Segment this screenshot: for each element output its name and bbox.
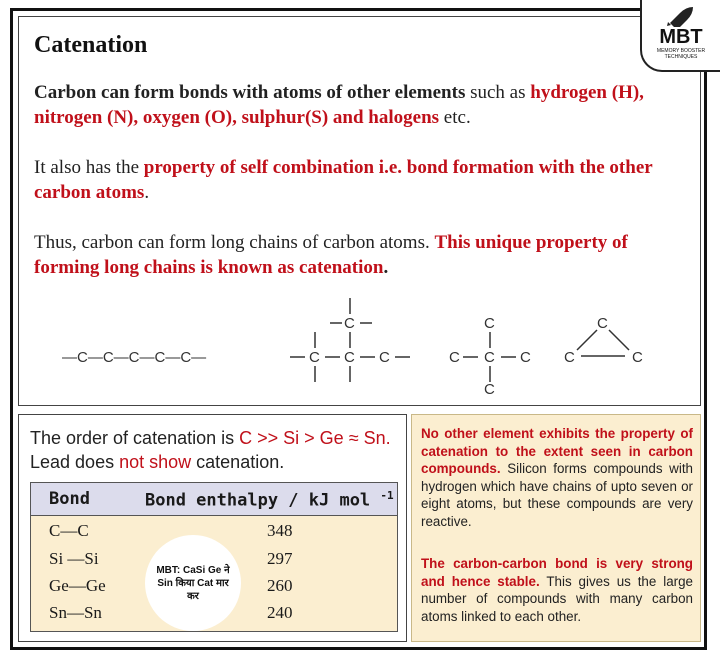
definition-highlight: This unique property of forming long chains is known as catenation <box>34 232 628 278</box>
not-show-text: not show <box>119 452 192 472</box>
quaternary-atom: C <box>520 349 531 366</box>
self-combination-end: . <box>144 182 150 203</box>
intro-text: such as <box>470 82 526 103</box>
header-unit-exponent: -1 <box>380 489 394 502</box>
ring-atom: C <box>564 349 575 366</box>
catenation-definition-paragraph <box>34 230 686 280</box>
ring-atom: C <box>597 315 608 332</box>
bond-enthalpy-value: 348 <box>267 521 293 540</box>
intro-paragraph <box>34 80 686 130</box>
header-bond: Bond <box>49 489 90 509</box>
bond-enthalpy-value: 260 <box>267 576 293 595</box>
branched-atom: C <box>344 315 355 332</box>
self-combination-text: It also has the <box>34 157 140 178</box>
quaternary-atom: C <box>484 381 495 398</box>
ring-atom: C <box>632 349 643 366</box>
lead-text: Lead does <box>30 452 115 472</box>
logo-tagline: MEMORY BOOSTER TECHNIQUES <box>656 48 706 60</box>
intro-end: etc. <box>443 107 471 128</box>
bond-name: Ge—Ge <box>49 576 106 595</box>
quaternary-atom: C <box>449 349 460 366</box>
bond-name: Sn—Sn <box>49 603 102 622</box>
quaternary-atom: C <box>484 349 495 366</box>
order-series: C >> Si > Ge ≈ Sn. <box>239 428 391 448</box>
info-highlight-1: No other element exhibits the property of catenation to the extent seen in carbon compounds. <box>421 426 693 476</box>
carbon-structures <box>40 290 690 400</box>
info-text-1: Silicon forms compounds with hydrogen which have chains of upto seven or eight atoms, but these compounds are very reactive. <box>421 461 693 529</box>
mnemonic-bubble <box>145 535 241 631</box>
self-combination-paragraph <box>34 155 686 205</box>
logo-name: MBT <box>659 26 703 48</box>
bond-name: C—C <box>49 521 89 540</box>
rocket-icon <box>666 5 696 27</box>
branched-atom: C <box>344 349 355 366</box>
order-intro: The order of catenation is <box>30 428 235 448</box>
bond-name: Si —Si <box>49 549 99 568</box>
info-text-2: This gives us the large number of compounds with many carbon atoms linked to each other. <box>421 573 693 624</box>
bond-enthalpy-value: 240 <box>267 603 293 622</box>
order-end: catenation. <box>196 452 285 472</box>
page-title: Catenation <box>34 32 148 58</box>
straight-chain-structure <box>62 349 206 366</box>
definition-text: Thus, carbon can form long chains of carbon atoms. <box>34 232 430 253</box>
branched-atom: C <box>379 349 390 366</box>
info-highlight-2: The carbon-carbon bond is very strong and hence stable. <box>421 556 693 589</box>
self-combination-highlight: property of self combination i.e. bond formation with the other carbon atoms <box>34 157 653 203</box>
intro-bold-text: Carbon can form bonds with atoms of other elements <box>34 82 466 103</box>
branched-atom: C <box>309 349 320 366</box>
bond-enthalpy-value: 297 <box>267 549 293 568</box>
straight-chain-label: —C—C—C—C—C— <box>62 349 207 366</box>
cyclopropane-ring-structure <box>577 330 629 356</box>
table-header <box>31 483 397 516</box>
header-enthalpy <box>145 489 394 511</box>
bond-enthalpy-table <box>30 482 398 632</box>
mnemonic-text: MBT: CaSi Ge ने Sin किया Cat मार कर <box>156 564 230 602</box>
branched-chain-structure <box>290 298 410 382</box>
mbt-logo <box>640 0 720 72</box>
elements-list: hydrogen (H), nitrogen (N), oxygen (O), sulphur(S) and halogens <box>34 82 644 128</box>
info-paragraph-2 <box>421 555 693 625</box>
header-enthalpy-label: Bond enthalpy / kJ mol <box>145 490 371 511</box>
quaternary-atom: C <box>484 315 495 332</box>
info-paragraph-1 <box>421 425 693 530</box>
catenation-order-text <box>30 426 400 474</box>
definition-end: . <box>383 257 389 278</box>
